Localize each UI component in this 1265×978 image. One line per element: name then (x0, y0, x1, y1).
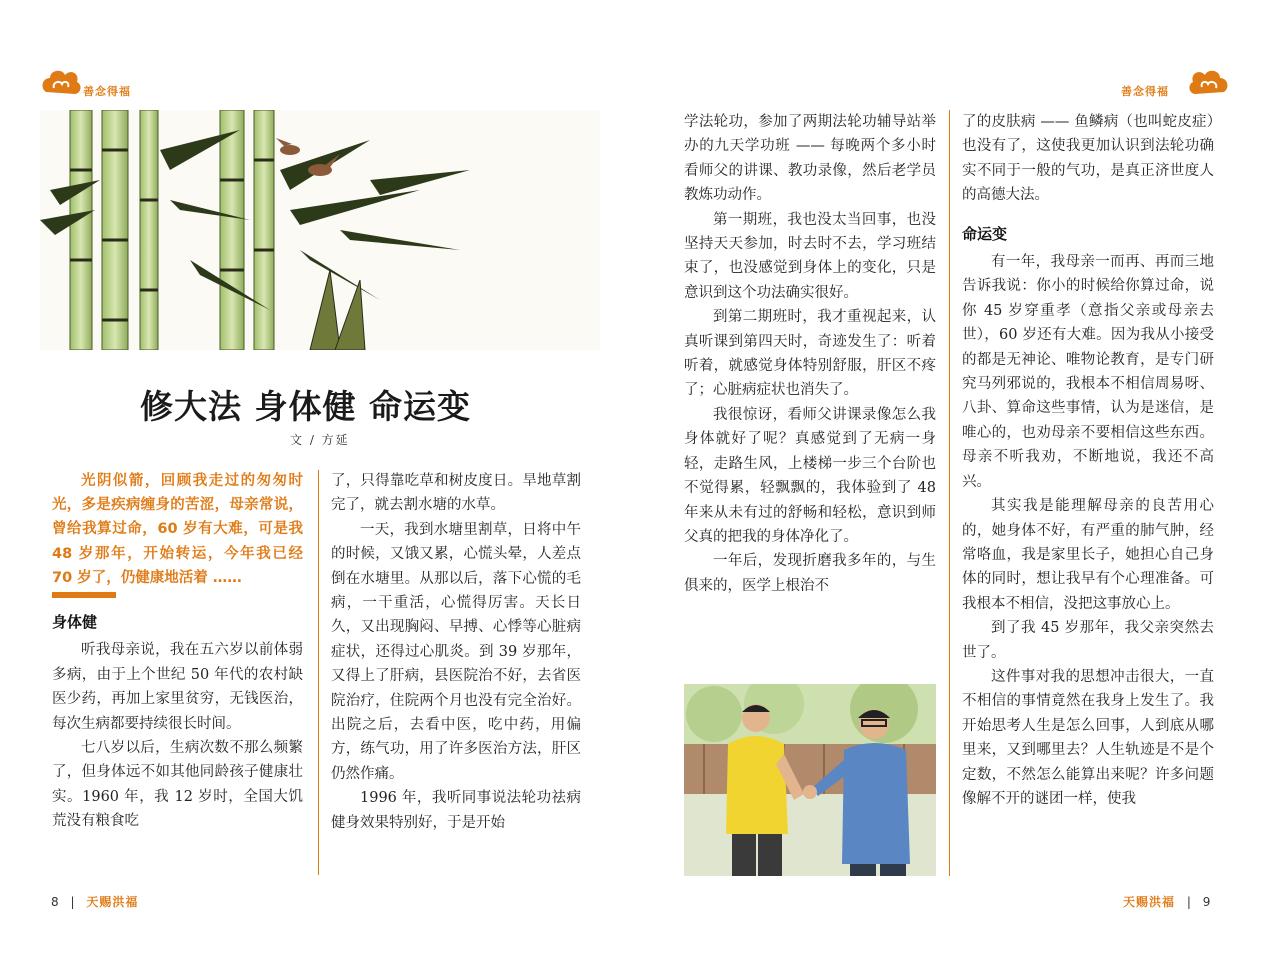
section-heading-fate: 命运变 (962, 224, 1008, 243)
footer-separator: | (1186, 895, 1191, 909)
bamboo-painting (40, 110, 600, 350)
paragraph: 第一期班，我也没太当回事，也没坚持天天参加，时去时不去，学习班结束了，也没感觉到身体上的变化，只是意识到这个功法确实很好。 (684, 211, 936, 301)
page-number: 8 (51, 895, 59, 909)
footer-left (51, 893, 138, 910)
paragraph: 我很惊讶，看师父讲课录像怎么我身体就好了呢？真感觉到了无病一身轻，走路生风，上楼梯一步三个台阶也不觉得累，轻飘飘的，我体验到了 48 年来从未有过的舒畅和轻松，意识到师父真的把我的身体净化了。 (684, 406, 936, 545)
paragraph: 有一年，我母亲一而再、再而三地告诉我说：你小的时候给你算过命，说你 45 岁穿重孝（意指父亲或母亲去世），60 岁还有大难。因为我从小接受的都是无神论、唯物论教育，是专门研究马列邪说的，我根本不相信周易呀、八卦、算命这些事情，认为是迷信，是唯心的，也劝母亲不要相信这些东西。母亲不听我劝，不断地说，我还不高兴。 (962, 254, 1214, 490)
paragraph: 到第二期班时，我才重视起来，认真听课到第四天时，奇迹发生了：听着听着，就感觉身体特别舒服，肝区不疼了；心脏病症状也消失了。 (684, 309, 936, 399)
paragraph: 一年后，发现折磨我多年的，与生俱来的，医学上根治不 (684, 553, 936, 594)
two-men-illustration (684, 684, 936, 876)
auspicious-cloud-icon (40, 66, 84, 100)
paragraph: 其实我是能理解母亲的良苦用心的，她身体不好，有严重的肺气肿，经常咯血，我是家里长子，她担心自己身体的同时，想让我早有个心理准备。可我根本不相信，没把这事放心上。 (962, 498, 1214, 612)
page-number: 9 (1202, 895, 1211, 909)
paragraph: 这件事对我的思想冲击很大，一直不相信的事情竟然在我身上发生了。我开始思考人生是怎么回事，人到底从哪里来，又到哪里去？人生轨迹是不是个定数，不然怎么能算出来呢？许多问题像解不开的谜团一样，使我 (962, 668, 1214, 807)
column-1 (52, 469, 303, 834)
section-heading-body: 身体健 (52, 613, 98, 632)
paragraph: 到了我 45 岁那年，我父亲突然去世了。 (962, 620, 1214, 661)
section-label-left: 善念得福 (83, 85, 131, 98)
magazine-brand: 天赐洪福 (1123, 895, 1176, 909)
footer-right (1123, 893, 1210, 910)
column-2 (331, 469, 581, 835)
column-divider (949, 110, 950, 876)
paragraph: 了的皮肤病 —— 鱼鳞病（也叫蛇皮症）也没有了，这使我更加认识到法轮功确实不同于一般的气功，是真正济世度人的高德大法。 (962, 114, 1214, 204)
intro-paragraph: 光阴似箭，回顾我走过的匆匆时光，多是疾病缠身的苦涩，母亲常说，曾给我算过命，60 岁有大难，可是我 48 岁那年，开始转运，今年我已经 70 岁了，仍健康地活着 …… (52, 473, 303, 586)
paragraph: 了，只得靠吃草和树皮度日。旱地草割完了，就去割水塘的水草。 (331, 473, 581, 514)
auspicious-cloud-icon (1186, 66, 1230, 100)
section-label-right: 善念得福 (1121, 85, 1169, 98)
paragraph: 七八岁以后，生病次数不那么频繁了，但身体远不如其他同龄孩子健康壮实。1960 年，我 12 岁时，全国大饥荒没有粮食吃 (52, 740, 303, 830)
column-3 (684, 110, 936, 598)
footer-separator: | (70, 895, 75, 909)
paragraph: 一天，我到水塘里割草，日将中午的时候，又饿又累，心慌头晕，人差点倒在水塘里。从那以后，落下心慌的毛病，一干重活，心慌得厉害。天长日久，又出现胸闷、早搏、心悸等心脏病症状，还得过心肌炎。到 39 岁那年，又得上了肝病，县医院治不好，去省医院治疗，住院两个月也没有完全治好。出院之后，去看中医，吃中药，用偏方，练气功，用了许多医治方法，肝区仍然作痛。 (331, 521, 581, 782)
paragraph: 1996 年，我听同事说法轮功祛病健身效果特别好，于是开始 (331, 790, 581, 831)
paragraph: 听我母亲说，我在五六岁以前体弱多病，由于上个世纪 50 年代的农村缺医少药，再加上家里贫穷，无钱医治，每次生病都要持续很长时间。 (52, 642, 303, 732)
magazine-brand: 天赐洪福 (86, 895, 139, 909)
paragraph: 学法轮功，参加了两期法轮功辅导站举办的九天学功班 —— 每晚两个多小时看师父的讲课、教功录像，然后老学员教炼功动作。 (684, 114, 936, 204)
article-title: 修大法 身体健 命运变 (140, 387, 471, 426)
column-4 (962, 110, 1214, 811)
intro-accent-bar (52, 592, 116, 598)
byline: 文 / 方延 (290, 433, 350, 447)
column-divider (318, 470, 319, 875)
